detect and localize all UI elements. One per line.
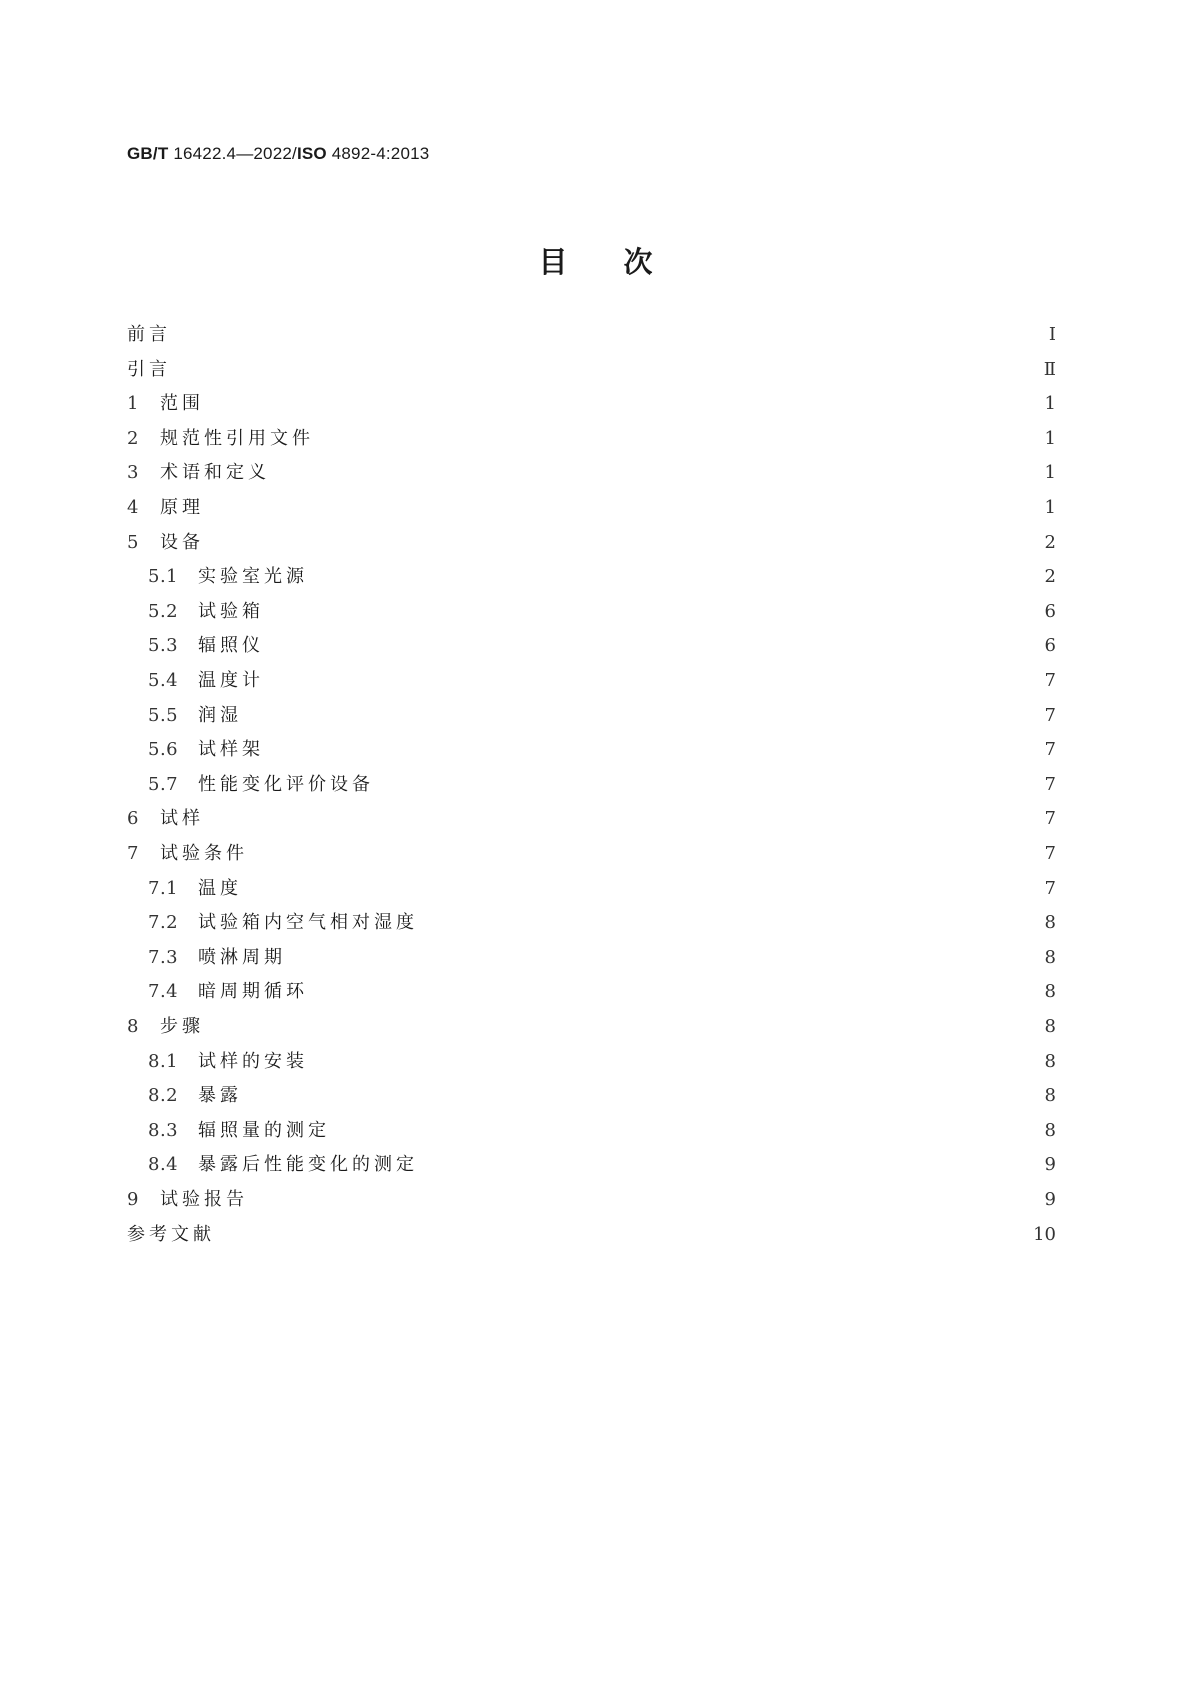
toc-entry[interactable] <box>148 597 1056 627</box>
toc-entry-page-number: 7 <box>1044 843 1056 864</box>
toc-entry-number: 5.4 <box>148 670 179 691</box>
toc-entry-label: 辐照仪 <box>198 635 264 656</box>
toc-entry-number: 7.2 <box>148 912 179 933</box>
toc-entry-label: 试样架 <box>198 739 264 760</box>
toc-dot-leader <box>181 320 1038 350</box>
toc-entry-number: 8.2 <box>148 1085 179 1106</box>
toc-entry-label: 范围 <box>160 393 204 414</box>
toc-entry-label: 性能变化评价设备 <box>198 774 374 795</box>
toc-entry[interactable] <box>127 839 1056 869</box>
toc-entry-label: 原理 <box>160 497 204 518</box>
toc-dot-leader <box>324 424 1038 454</box>
toc-entry-page-number: Ⅰ <box>1048 324 1056 345</box>
toc-entry-number: 9 <box>127 1189 139 1210</box>
toc-entry-page-number: 2 <box>1044 566 1056 587</box>
toc-entry-page-number: 1 <box>1044 393 1056 414</box>
toc-entry[interactable] <box>127 389 1056 419</box>
toc-dot-leader <box>274 735 1038 765</box>
toc-dot-leader <box>252 701 1038 731</box>
toc-dot-leader <box>214 804 1038 834</box>
toc-dot-leader <box>318 977 1038 1007</box>
toc-entry-number: 1 <box>127 393 139 414</box>
toc-dot-leader <box>428 1150 1038 1180</box>
toc-entry-page-number: 1 <box>1044 497 1056 518</box>
toc-entry-number: 5.6 <box>148 739 179 760</box>
toc-entry-number: 4 <box>127 497 139 518</box>
toc-entry-label: 润湿 <box>198 705 242 726</box>
toc-entry-number: 7.4 <box>148 981 179 1002</box>
toc-entry-label: 试样的安装 <box>198 1051 308 1072</box>
toc-entry-number: 7.3 <box>148 947 179 968</box>
toc-entry[interactable] <box>148 908 1056 938</box>
toc-entry-page-number: 8 <box>1044 1120 1056 1141</box>
toc-entry-label: 前言 <box>127 324 171 345</box>
toc-entry-page-number: 7 <box>1044 808 1056 829</box>
toc-entry[interactable] <box>148 1150 1056 1180</box>
toc-entry-page-number: 10 <box>1033 1224 1056 1245</box>
toc-entry-page-number: 7 <box>1044 739 1056 760</box>
toc-entry[interactable] <box>148 735 1056 765</box>
toc-dot-leader <box>258 1185 1038 1215</box>
toc-entry-label: 实验室光源 <box>198 566 308 587</box>
toc-entry-page-number: 8 <box>1044 947 1056 968</box>
toc-entry-label: 温度 <box>198 878 242 899</box>
toc-entry-page-number: 8 <box>1044 912 1056 933</box>
toc-dot-leader <box>252 874 1038 904</box>
toc-dot-leader <box>274 631 1038 661</box>
toc-entry-number: 3 <box>127 462 139 483</box>
toc-entry-number: 8.1 <box>148 1051 179 1072</box>
toc-entry-number: 5.2 <box>148 601 179 622</box>
toc-entry-number: 5.5 <box>148 705 179 726</box>
toc-entry-page-number: 9 <box>1044 1154 1056 1175</box>
toc-entry-page-number: 7 <box>1044 774 1056 795</box>
toc-entry-number: 8.3 <box>148 1120 179 1141</box>
toc-entry-number: 8 <box>127 1016 139 1037</box>
toc-entry[interactable] <box>148 562 1056 592</box>
toc-entry-page-number: 6 <box>1044 601 1056 622</box>
toc-entry-label: 试验报告 <box>160 1189 248 1210</box>
toc-entry-label: 规范性引用文件 <box>160 428 314 449</box>
toc-entry[interactable] <box>148 631 1056 661</box>
toc-entry-page-number: 6 <box>1044 635 1056 656</box>
toc-dot-leader <box>428 908 1038 938</box>
toc-entry[interactable] <box>148 977 1056 1007</box>
toc-entry-label: 术语和定义 <box>160 462 270 483</box>
toc-entry-page-number: 8 <box>1044 1085 1056 1106</box>
toc-dot-leader <box>214 528 1038 558</box>
toc-entry[interactable] <box>148 874 1056 904</box>
toc-entry-page-number: 8 <box>1044 1051 1056 1072</box>
toc-dot-leader <box>225 1220 1027 1250</box>
toc-entry-number: 7 <box>127 843 139 864</box>
toc-entry-number: 2 <box>127 428 139 449</box>
page-title: 目次 <box>538 245 709 279</box>
standard-code-prefix: GB/T <box>127 144 169 163</box>
toc-entry[interactable] <box>148 666 1056 696</box>
toc-entry-page-number: 7 <box>1044 670 1056 691</box>
toc-entry-label: 参考文献 <box>127 1224 215 1245</box>
toc-entry-page-number: 7 <box>1044 878 1056 899</box>
toc-entry[interactable] <box>127 458 1056 488</box>
toc-entry[interactable] <box>127 493 1056 523</box>
toc-entry-label: 暗周期循环 <box>198 981 308 1002</box>
toc-entry-page-number: 8 <box>1044 981 1056 1002</box>
toc-entry[interactable] <box>148 1081 1056 1111</box>
toc-entry-number: 5.1 <box>148 566 179 587</box>
toc-entry-label: 暴露 <box>198 1085 242 1106</box>
toc-entry[interactable] <box>127 1185 1056 1215</box>
toc-entry-page-number: 7 <box>1044 705 1056 726</box>
toc-entry-number: 6 <box>127 808 139 829</box>
toc-entry-label: 设备 <box>160 532 204 553</box>
toc-entry[interactable] <box>148 1047 1056 1077</box>
toc-entry-number: 5.3 <box>148 635 179 656</box>
toc-entry[interactable] <box>127 320 1056 350</box>
toc-entry[interactable] <box>127 528 1056 558</box>
standard-code-number: 16422.4—2022/ <box>168 144 297 163</box>
standard-code-iso-number: 4892-4:2013 <box>326 144 430 163</box>
standard-code-iso: ISO <box>296 144 327 163</box>
toc-dot-leader <box>252 1081 1038 1111</box>
toc-dot-leader <box>318 1047 1038 1077</box>
toc-entry-number: 8.4 <box>148 1154 179 1175</box>
toc-dot-leader <box>274 666 1038 696</box>
toc-dot-leader <box>384 770 1038 800</box>
toc-entry-page-number: 1 <box>1044 462 1056 483</box>
toc-entry-number: 5.7 <box>148 774 179 795</box>
toc-entry[interactable] <box>148 943 1056 973</box>
toc-entry[interactable] <box>127 1012 1056 1042</box>
toc-dot-leader <box>214 389 1038 419</box>
toc-dot-leader <box>280 458 1038 488</box>
toc-entry-page-number: Ⅱ <box>1043 359 1056 380</box>
toc-entry-page-number: 9 <box>1044 1189 1056 1210</box>
toc-dot-leader <box>258 839 1038 869</box>
toc-dot-leader <box>181 355 1038 385</box>
toc-entry[interactable] <box>127 355 1056 385</box>
toc-dot-leader <box>214 1012 1038 1042</box>
toc-entry-number: 7.1 <box>148 878 179 899</box>
toc-entry[interactable] <box>127 424 1056 454</box>
toc-entry-label: 试验箱内空气相对湿度 <box>198 912 418 933</box>
toc-entry-label: 试样 <box>160 808 204 829</box>
toc-entry[interactable] <box>148 1116 1056 1146</box>
toc-entry-label: 试验箱 <box>198 601 264 622</box>
toc-entry[interactable] <box>127 804 1056 834</box>
toc-dot-leader <box>214 493 1038 523</box>
toc-entry-label: 喷淋周期 <box>198 947 286 968</box>
toc-dot-leader <box>274 597 1038 627</box>
toc-entry-label: 步骤 <box>160 1016 204 1037</box>
toc-entry-label: 辐照量的测定 <box>198 1120 330 1141</box>
toc-entry-label: 温度计 <box>198 670 264 691</box>
toc-entry[interactable] <box>127 1220 1056 1250</box>
toc-entry-label: 暴露后性能变化的测定 <box>198 1154 418 1175</box>
toc-entry-page-number: 8 <box>1044 1016 1056 1037</box>
toc-entry-label: 试验条件 <box>160 843 248 864</box>
toc-entry-page-number: 1 <box>1044 428 1056 449</box>
toc-entry-label: 引言 <box>127 359 171 380</box>
toc-dot-leader <box>318 562 1038 592</box>
toc-entry-number: 5 <box>127 532 139 553</box>
toc-dot-leader <box>296 943 1038 973</box>
toc-entry[interactable] <box>148 770 1056 800</box>
toc-entry[interactable] <box>148 701 1056 731</box>
toc-dot-leader <box>340 1116 1038 1146</box>
toc-entry-page-number: 2 <box>1044 532 1056 553</box>
